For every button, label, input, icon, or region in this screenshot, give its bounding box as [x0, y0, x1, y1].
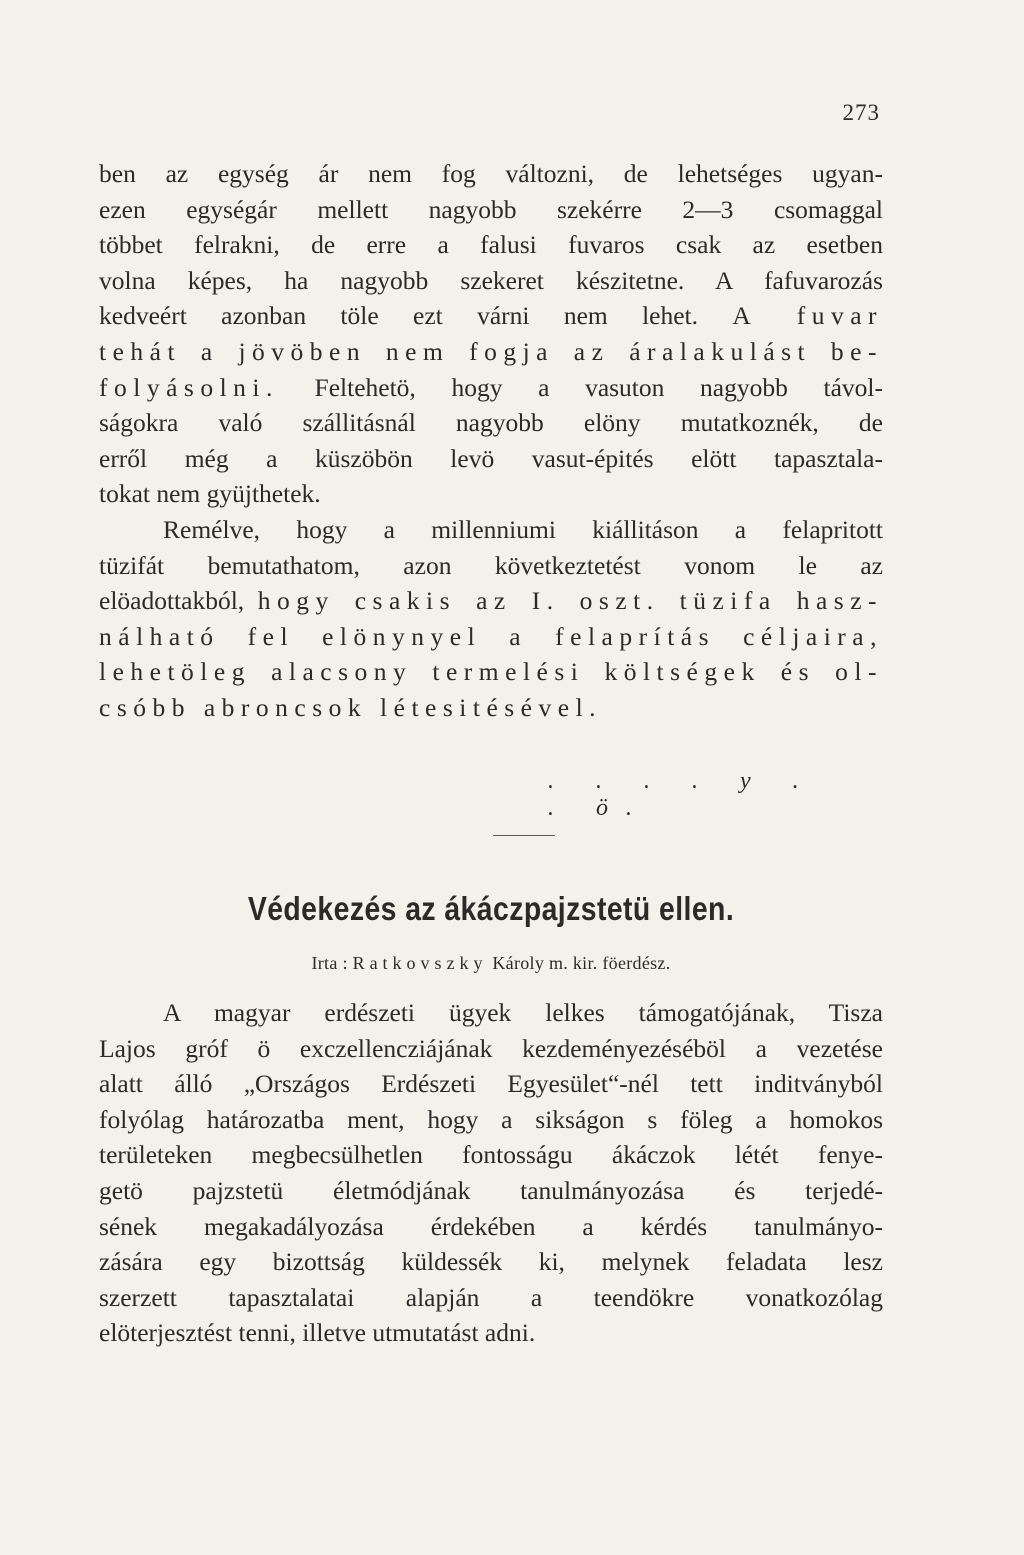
author-name: Ratkovszky — [352, 953, 488, 973]
text-line: többet felrakni, de erre a falusi fuvaros csak az esetben — [99, 230, 883, 260]
text-line: volna képes, ha nagyobb szekeret készitetne. A fafuvarozás — [99, 265, 883, 295]
author-title: Károly m. kir. föerdész. — [492, 953, 671, 973]
spaced-text-line: tehát a jövöben nem fogja az áralakulást be- — [99, 336, 883, 366]
text-line: folyólag határozatba ment, hogy a sikságon s föleg a homokos — [99, 1104, 883, 1134]
text-line: szerzett tapasztalatai alapján a teendökre vonatkozólag — [99, 1282, 883, 1312]
text-fragment: Feltehetö, hogy a vasuton nagyobb távol- — [314, 372, 883, 402]
text-line: zására egy bizottság küldessék ki, melynek feladata lesz — [99, 1247, 883, 1277]
spaced-text: A fuvar — [732, 301, 884, 331]
page-number: 273 — [842, 100, 880, 125]
text-line: Lajos gróf ö exczellencziájának kezdeményezéséböl a vezetése — [99, 1033, 883, 1063]
spaced-text: folyásolni. — [99, 372, 279, 402]
text-line: területeken megbecsülhetlen fontosságu ákáczok létét fenye- — [99, 1140, 883, 1170]
section-2-text — [99, 995, 883, 1351]
text-line: erről még a küszöbön levö vasut-épités elött tapasztala- — [99, 443, 883, 473]
spaced-text: hogy csakis az I. oszt. tüzifa hasz- — [257, 586, 883, 616]
text-line: sének megakadályozása érdekében a kérdés tanulmányo- — [99, 1211, 883, 1241]
text-line — [99, 370, 883, 406]
text-line: ságokra való szállitásnál nagyobb elöny mutatkoznék, de — [99, 408, 883, 438]
text-line: tokat nem gyüjthetek. — [99, 479, 321, 509]
section-divider — [493, 835, 555, 836]
spaced-text-line: lehetöleg alacsony termelési költségek és ol- — [99, 657, 883, 687]
byline-prefix: Irta : — [311, 953, 348, 973]
author-signature: . . . . y . . ö. — [548, 768, 817, 821]
text-line: A magyar erdészeti ügyek lelkes támogatójának, Tisza — [163, 998, 883, 1027]
spaced-text-line: csóbb abroncsok létesitésével. — [99, 692, 603, 722]
text-fragment: elöadottakból, — [99, 586, 245, 616]
text-line: alatt álló „Országos Erdészeti Egyesület“-nél tett inditványból — [99, 1069, 883, 1099]
article-title: Védekezés az ákáczpajzstetü ellen. — [247, 890, 735, 927]
text-line — [99, 298, 883, 334]
text-line: ben az egység ár nem fog változni, de lehetséges ugyan- — [99, 159, 883, 188]
section-1-text — [99, 156, 883, 726]
text-line: ezen egységár mellett nagyobb szekérre 2—3 csomaggal — [99, 194, 883, 224]
spaced-text-line: nálható fel elönynyel a felaprítás céljaira, — [99, 621, 883, 651]
byline — [99, 953, 883, 974]
text-line: Remélve, hogy a millenniumi kiállitáson a felapritott — [163, 514, 883, 544]
text-line — [99, 583, 883, 619]
text-line: tüzifát bemutathatom, azon következtetést vonom le az — [99, 550, 883, 580]
text-fragment: kedveért azonban töle ezt várni nem lehet. — [99, 301, 698, 331]
text-line: elöterjesztést tenni, illetve utmutatást adni. — [99, 1318, 536, 1348]
text-line: getö pajzstetü életmódjának tanulmányozása és terjedé- — [99, 1175, 883, 1205]
